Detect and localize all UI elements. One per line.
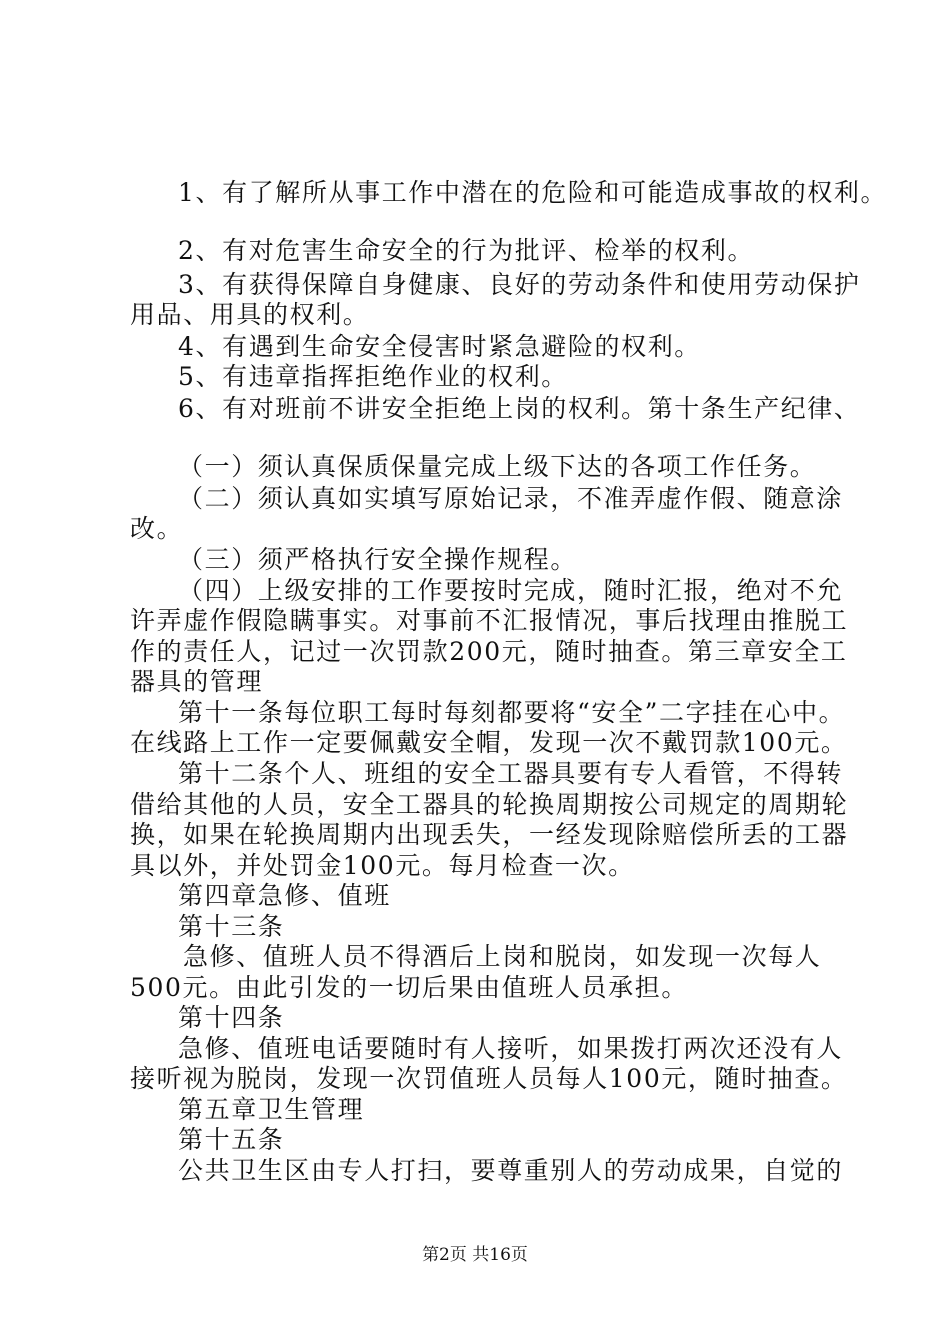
page-footer: 第2页 共16页 [422, 1245, 528, 1265]
text-line: 1、有了解所从事工作中潜在的危险和可能造成事故的权利。 [178, 178, 888, 207]
text-line: 借给其他的人员，安全工器具的轮换周期按公司规定的周期轮 [130, 790, 849, 819]
text-line: （三）须严格执行安全操作规程。 [178, 545, 578, 574]
text-line: 用品、用具的权利。 [130, 300, 370, 329]
text-line: 在线路上工作一定要佩戴安全帽，发现一次不戴罚款100元。 [130, 728, 848, 757]
article-heading: 第十五条 [178, 1125, 285, 1154]
text-line: 器具的管理 [130, 667, 264, 696]
text-line: 改。 [130, 514, 184, 543]
article-heading: 第十四条 [178, 1003, 285, 1032]
text-line: 作的责任人，记过一次罚款200元，随时抽查。第三章安全工 [130, 637, 848, 666]
text-line: 具以外，并处罚金100元。每月检查一次。 [130, 851, 635, 880]
text-line: 急修、值班电话要随时有人接听，如果拨打两次还没有人 [178, 1034, 844, 1063]
text-line: 4、有遇到生命安全侵害时紧急避险的权利。 [178, 332, 701, 361]
article-heading: 第十三条 [178, 912, 285, 941]
chapter-heading: 第四章急修、值班 [178, 881, 391, 910]
text-line: （四）上级安排的工作要按时完成，随时汇报，绝对不允 [178, 576, 844, 605]
text-line: （二）须认真如实填写原始记录，不准弄虚作假、随意涂 [178, 484, 844, 513]
text-line: 急修、值班人员不得酒后上岗和脱岗，如发现一次每人 [183, 942, 822, 971]
text-line: 第十二条个人、班组的安全工器具要有专人看管，不得转 [178, 759, 844, 788]
text-line: 第十一条每位职工每时每刻都要将“安全”二字挂在心中。 [178, 698, 846, 727]
text-line: 500元。由此引发的一切后果由值班人员承担。 [130, 973, 688, 1002]
text-line: （一）须认真保质保量完成上级下达的各项工作任务。 [178, 452, 817, 481]
text-line: 许弄虚作假隐瞒事实。对事前不汇报情况，事后找理由推脱工 [130, 606, 849, 635]
text-line: 换，如果在轮换周期内出现丢失，一经发现除赔偿所丢的工器 [130, 820, 849, 849]
chapter-heading: 第五章卫生管理 [178, 1095, 365, 1124]
text-line: 接听视为脱岗，发现一次罚值班人员每人100元，随时抽查。 [130, 1064, 848, 1093]
text-line: 公共卫生区由专人打扫，要尊重别人的劳动成果，自觉的 [178, 1156, 844, 1185]
text-line: 5、有违章指挥拒绝作业的权利。 [178, 362, 568, 391]
text-line: 6、有对班前不讲安全拒绝上岗的权利。第十条生产纪律、 [178, 394, 861, 423]
text-line: 3、有获得保障自身健康、良好的劳动条件和使用劳动保护 [178, 270, 861, 299]
text-line: 2、有对危害生命安全的行为批评、检举的权利。 [178, 236, 755, 265]
